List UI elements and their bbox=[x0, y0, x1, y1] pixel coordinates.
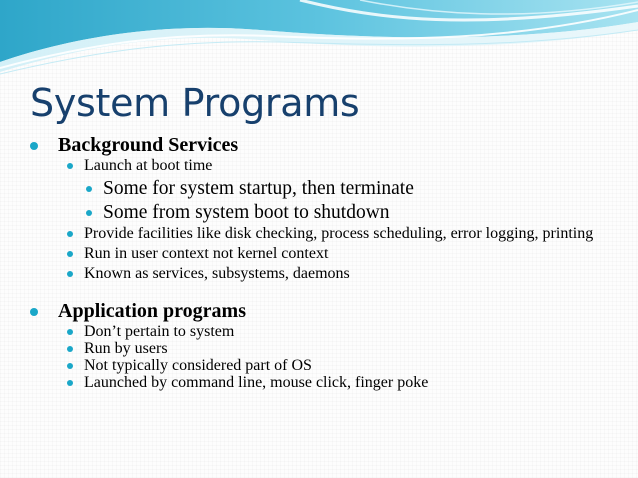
list-item-text: Run by users bbox=[84, 340, 168, 357]
list-item-text: Provide facilities like disk checking, process scheduling, error logging, printing bbox=[84, 225, 594, 242]
bullet-icon bbox=[67, 346, 73, 352]
bullet-icon bbox=[67, 251, 73, 257]
list-item bbox=[0, 158, 638, 174]
bullet-icon bbox=[86, 210, 92, 216]
bullet-icon bbox=[30, 308, 38, 316]
section-heading-background-services bbox=[0, 134, 638, 156]
slide-content bbox=[0, 134, 638, 392]
bullet-icon bbox=[67, 231, 73, 237]
wave-header-graphic bbox=[0, 0, 638, 80]
list-item-text: Run in user context not kernel context bbox=[84, 245, 329, 262]
sub-list-item-text: Some from system boot to shutdown bbox=[103, 202, 390, 223]
section-spacer bbox=[0, 286, 638, 300]
list-item bbox=[0, 246, 638, 262]
section-heading-text: Application programs bbox=[58, 300, 246, 322]
section-heading-text: Background Services bbox=[58, 134, 239, 156]
bullet-icon bbox=[30, 142, 38, 150]
list-item-text: Known as services, subsystems, daemons bbox=[84, 265, 350, 282]
bullet-icon bbox=[67, 271, 73, 277]
sub-list-item bbox=[0, 178, 638, 200]
list-item-text: Launched by command line, mouse click, finger poke bbox=[84, 374, 429, 391]
list-item-text: Not typically considered part of OS bbox=[84, 357, 312, 374]
bullet-icon bbox=[67, 163, 73, 169]
sub-list-item bbox=[0, 202, 638, 224]
section-heading-application-programs bbox=[0, 300, 638, 322]
bullet-icon bbox=[67, 380, 73, 386]
bullet-icon bbox=[67, 363, 73, 369]
bullet-icon bbox=[86, 186, 92, 192]
list-item bbox=[0, 324, 638, 340]
list-item bbox=[0, 226, 638, 242]
list-item bbox=[0, 358, 638, 374]
slide-title: System Programs bbox=[30, 81, 360, 125]
sub-list-item-text: Some for system startup, then terminate bbox=[103, 178, 414, 199]
list-item bbox=[0, 266, 638, 282]
list-item bbox=[0, 375, 638, 391]
list-item bbox=[0, 341, 638, 357]
list-item-text: Launch at boot time bbox=[84, 157, 213, 174]
bullet-icon bbox=[67, 329, 73, 335]
list-item-text: Don’t pertain to system bbox=[84, 323, 235, 340]
